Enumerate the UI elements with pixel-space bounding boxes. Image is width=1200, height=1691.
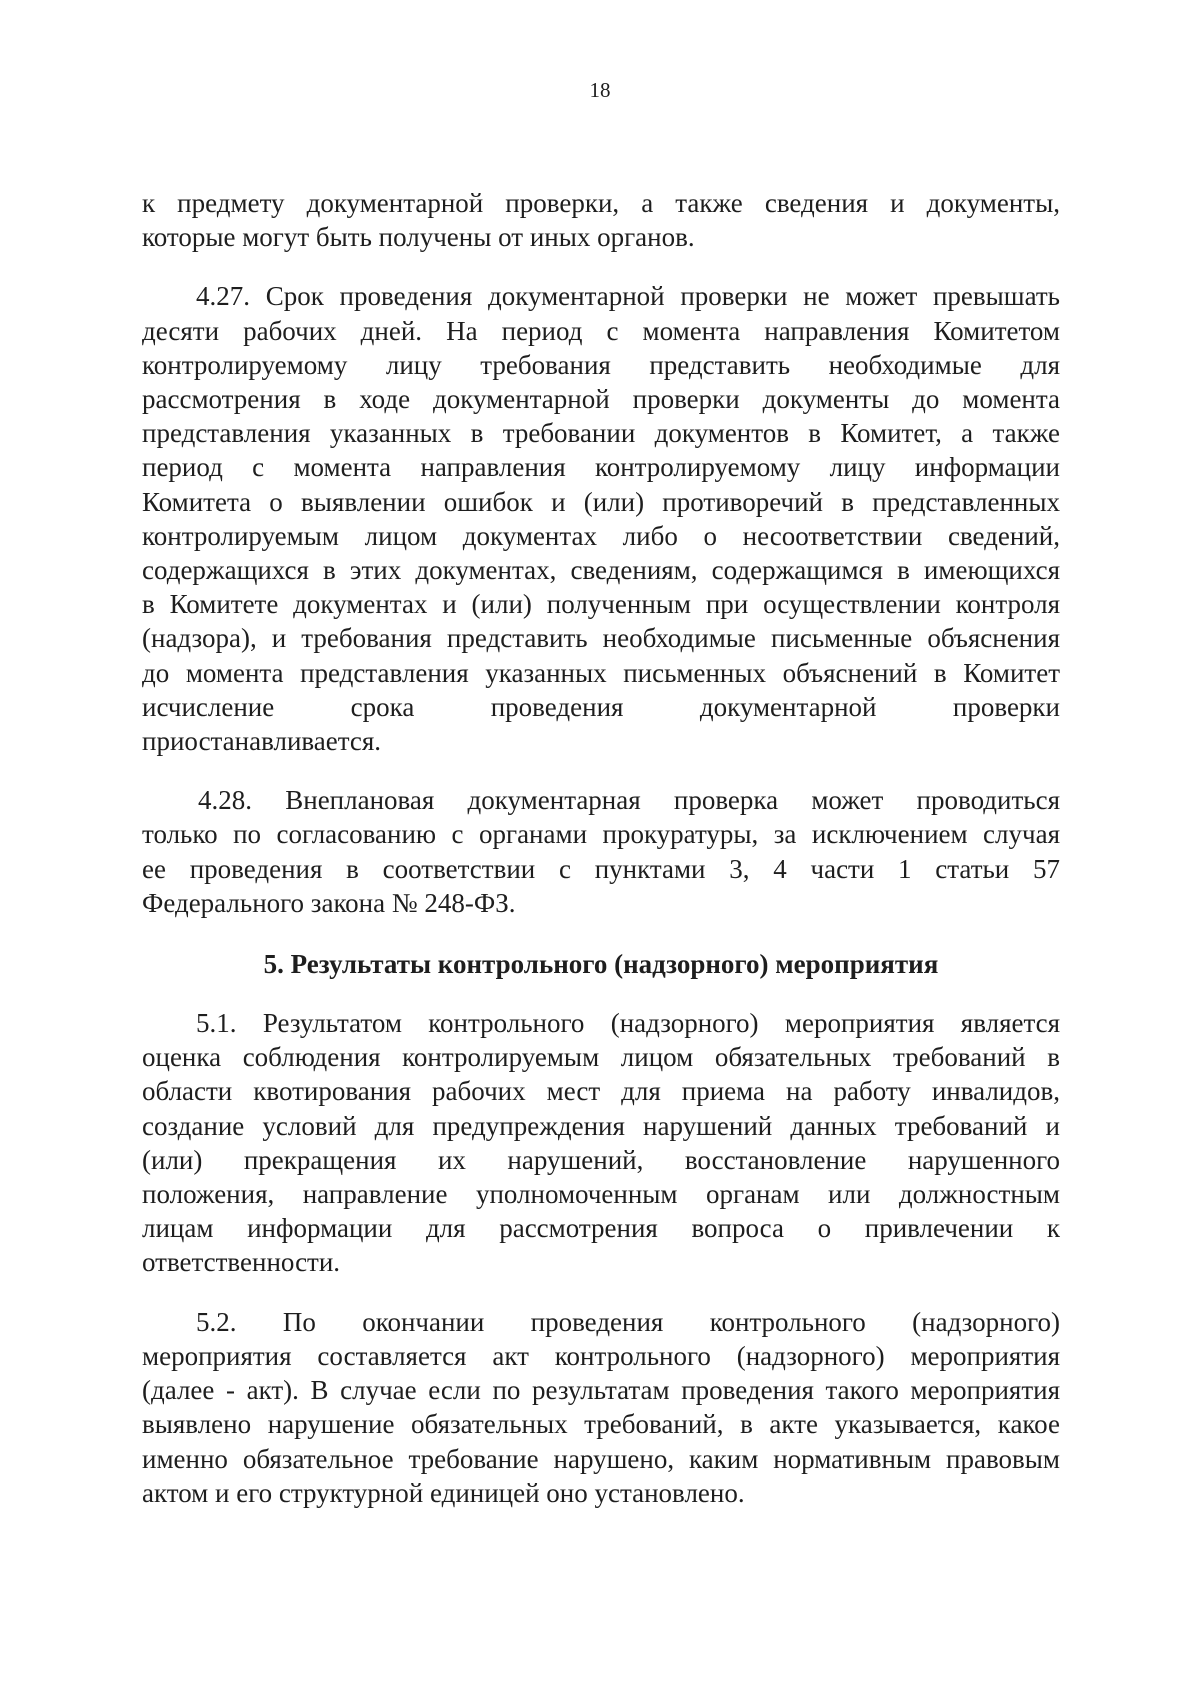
text-line: ее проведения в соответствии с пунктами 3, 4 части 1 статьи 57: [142, 853, 1060, 884]
text-line: (далее - акт). В случае если по результатам проведения такого мероприятия: [142, 1375, 1060, 1406]
text-line: рассмотрения в ходе документарной проверки документы до момента: [142, 384, 1060, 415]
text-line: в Комитете документах и (или) полученным при осуществлении контроля: [142, 589, 1060, 620]
text-line: 5.1. Результатом контрольного (надзорного) мероприятия является: [196, 1008, 1060, 1039]
text-line: до момента представления указанных письменных объяснений в Комитет: [142, 657, 1060, 688]
text-line: приостанавливается.: [142, 726, 382, 757]
text-line: период с момента направления контролируемому лицу информации: [142, 452, 1060, 483]
text-line: лицам информации для рассмотрения вопроса о привлечении к: [142, 1213, 1060, 1244]
document-body: [142, 186, 1060, 1510]
text-line: десяти рабочих дней. На период с момента направления Комитетом: [142, 315, 1060, 346]
text-line: исчисление срока проведения документарной проверки: [142, 691, 1060, 722]
text-line: выявлено нарушение обязательных требований, в акте указывается, какое: [142, 1409, 1060, 1440]
text-line: Федерального закона № 248-ФЗ.: [142, 887, 516, 918]
text-line: оценка соблюдения контролируемым лицом обязательных требований в: [142, 1042, 1060, 1073]
text-line: к предмету документарной проверки, а также сведения и документы,: [142, 188, 1060, 218]
text-line: создание условий для предупреждения нарушений данных требований и: [142, 1110, 1060, 1141]
text-line: положения, направление уполномоченным органам или должностным: [142, 1179, 1060, 1210]
text-line: 4.28. Внеплановая документарная проверка может проводиться: [198, 785, 1060, 816]
paragraph-4-27: [142, 279, 1060, 758]
section-heading: 5. Результаты контрольного (надзорного) мероприятия: [263, 949, 939, 980]
text-line: 4.27. Срок проведения документарной проверки не может превышать: [196, 281, 1060, 312]
text-line: (или) прекращения их нарушений, восстановление нарушенного: [142, 1144, 1060, 1175]
paragraph-5-2: [142, 1305, 1060, 1510]
text-line: содержащихся в этих документах, сведениям, содержащимся в имеющихся: [142, 555, 1060, 586]
text-line: только по согласованию с органами прокуратуры, за исключением случая: [142, 819, 1060, 850]
text-line: которые могут быть получены от иных органов.: [142, 222, 695, 253]
text-line: области квотирования рабочих мест для приема на работу инвалидов,: [142, 1076, 1060, 1107]
paragraph-4-28: [142, 783, 1060, 920]
page-number: 18: [589, 78, 611, 102]
text-line: актом и его структурной единицей оно установлено.: [142, 1477, 745, 1508]
paragraph-5-1: [142, 1006, 1060, 1280]
text-line: представления указанных в требовании документов в Комитет, а также: [142, 418, 1060, 449]
text-line: ответственности.: [142, 1247, 341, 1278]
text-line: контролируемым лицом документах либо о несоответствии сведений,: [142, 520, 1060, 551]
text-line: (надзора), и требования представить необходимые письменные объяснения: [142, 623, 1060, 654]
text-line: контролируемому лицу требования представить необходимые для: [142, 349, 1060, 380]
paragraph-continuation: [142, 186, 1060, 254]
text-line: 5.2. По окончании проведения контрольного (надзорного): [196, 1306, 1060, 1337]
text-line: именно обязательное требование нарушено, каким нормативным правовым: [142, 1443, 1060, 1474]
text-line: мероприятия составляется акт контрольного (надзорного) мероприятия: [142, 1340, 1060, 1371]
text-line: Комитета о выявлении ошибок и (или) противоречий в представленных: [142, 486, 1060, 517]
